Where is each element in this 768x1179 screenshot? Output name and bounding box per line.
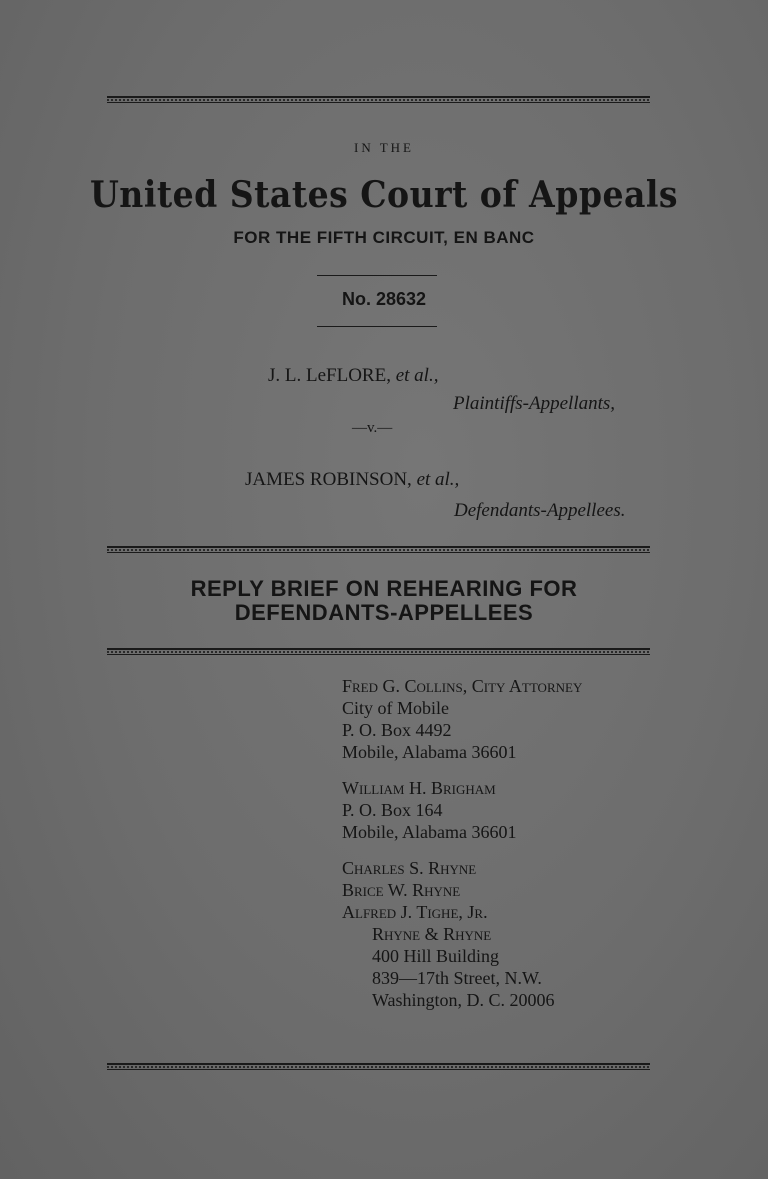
counsel-group-rhyne [342,857,582,1011]
defendant-etal: et al., [416,469,460,490]
plaintiff-line [268,365,438,387]
lower-rule [107,648,650,655]
counsel-line: Charles S. Rhyne [342,858,477,878]
plaintiff-role: Plaintiffs-Appellants, [453,393,616,414]
docket-number: No. 28632 [341,289,427,309]
counsel-line: P. O. Box 4492 [342,720,452,740]
middle-rule [107,546,650,553]
counsel-group-brigham [342,777,582,843]
counsel-line: 839—17th Street, N.W. [372,968,542,988]
counsel-line: Alfred J. Tighe, Jr. [342,902,488,922]
counsel-line: Mobile, Alabama 36601 [342,822,517,842]
counsel-line: Mobile, Alabama 36601 [342,742,517,762]
counsel-line: William H. Brigham [342,778,496,798]
plaintiff-etal: et al., [395,365,439,386]
counsel-line: Washington, D. C. 20006 [372,990,555,1010]
counsel-line: Brice W. Rhyne [342,880,461,900]
circuit-name: FOR THE FIFTH CIRCUIT, EN BANC [233,228,535,247]
counsel-group-collins [342,675,582,763]
versus: —v.— [352,420,393,436]
court-name: United States Court of Appeals [89,174,679,216]
top-rule [107,96,650,103]
plaintiff-name: J. L. LeFLORE, [268,365,391,386]
defendant-name: JAMES ROBINSON, [245,469,412,490]
defendant-role: Defendants-Appellees. [454,500,626,521]
counsel-line: 400 Hill Building [372,946,500,966]
brief-title-line2: DEFENDANTS-APPELLEES [234,600,534,625]
counsel-line: Fred G. Collins, City Attorney [342,676,583,696]
defendant-line [245,469,459,491]
counsel-line: P. O. Box 164 [342,800,443,820]
counsel-line: City of Mobile [342,698,449,718]
court-prefix: IN THE [353,140,414,155]
brief-title-line1: REPLY BRIEF ON REHEARING FOR [190,576,578,601]
bottom-rule [107,1063,650,1070]
counsel-block [342,675,582,1011]
counsel-line: Rhyne & Rhyne [372,924,492,944]
